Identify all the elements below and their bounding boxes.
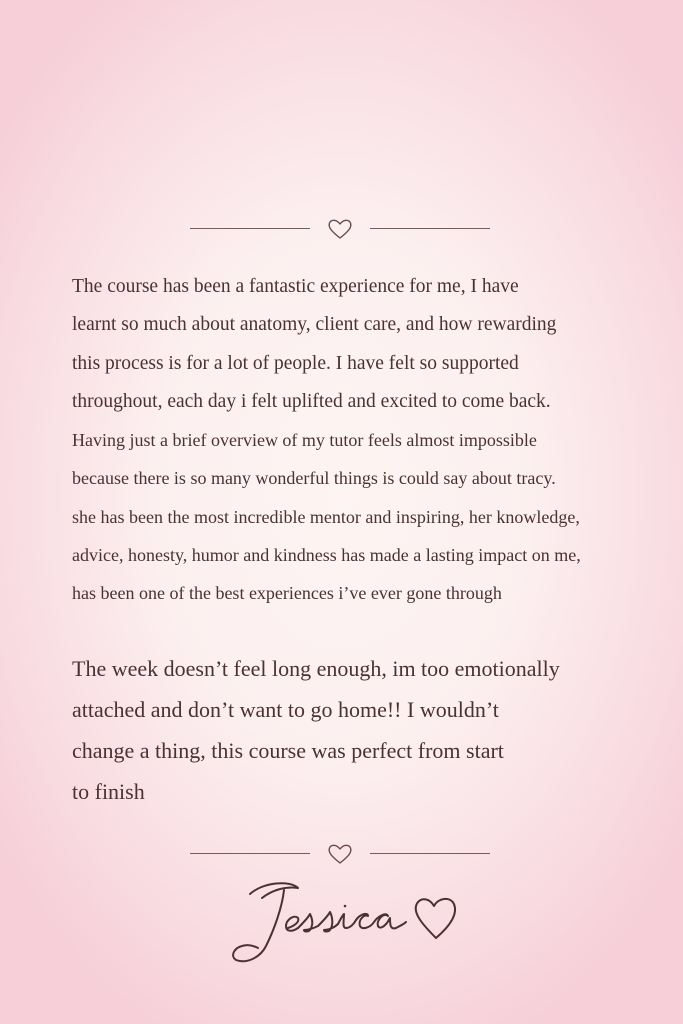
- divider-line-right: [370, 228, 490, 229]
- text-line: attached and don’t want to go home!! I wouldn’t: [72, 697, 499, 722]
- text-line: The course has been a fantastic experience for me, I have: [72, 276, 519, 297]
- testimonial-paragraph-1: [72, 268, 652, 613]
- testimonial-paragraph-2: [72, 648, 652, 812]
- divider-line-right: [370, 853, 490, 854]
- text-line: The week doesn’t feel long enough, im too emotionally: [72, 656, 560, 681]
- top-divider: [0, 214, 683, 244]
- text-line: to finish: [72, 779, 145, 804]
- bottom-divider: [0, 839, 683, 869]
- text-line: has been one of the best experiences i’ve ever gone through: [72, 583, 502, 604]
- text-line: learnt so much about anatomy, client care, and how rewarding: [72, 314, 557, 336]
- text-line: she has been the most incredible mentor and inspiring, her knowledge,: [72, 506, 580, 527]
- heart-icon: [327, 216, 353, 242]
- heart-icon: [327, 841, 353, 867]
- text-line: advice, honesty, humor and kindness has made a lasting impact on me,: [72, 545, 581, 566]
- text-line: because there is so many wonderful things is could say about tracy.: [72, 468, 556, 489]
- text-line: this process is for a lot of people. I have felt so supported: [72, 352, 519, 374]
- text-line: change a thing, this course was perfect from start: [72, 738, 504, 763]
- divider-line-left: [190, 228, 310, 229]
- divider-line-left: [190, 853, 310, 854]
- text-line: Having just a brief overview of my tutor feels almost impossible: [72, 430, 537, 451]
- signature: [228, 868, 488, 978]
- text-line: throughout, each day i felt uplifted and excited to come back.: [72, 390, 551, 412]
